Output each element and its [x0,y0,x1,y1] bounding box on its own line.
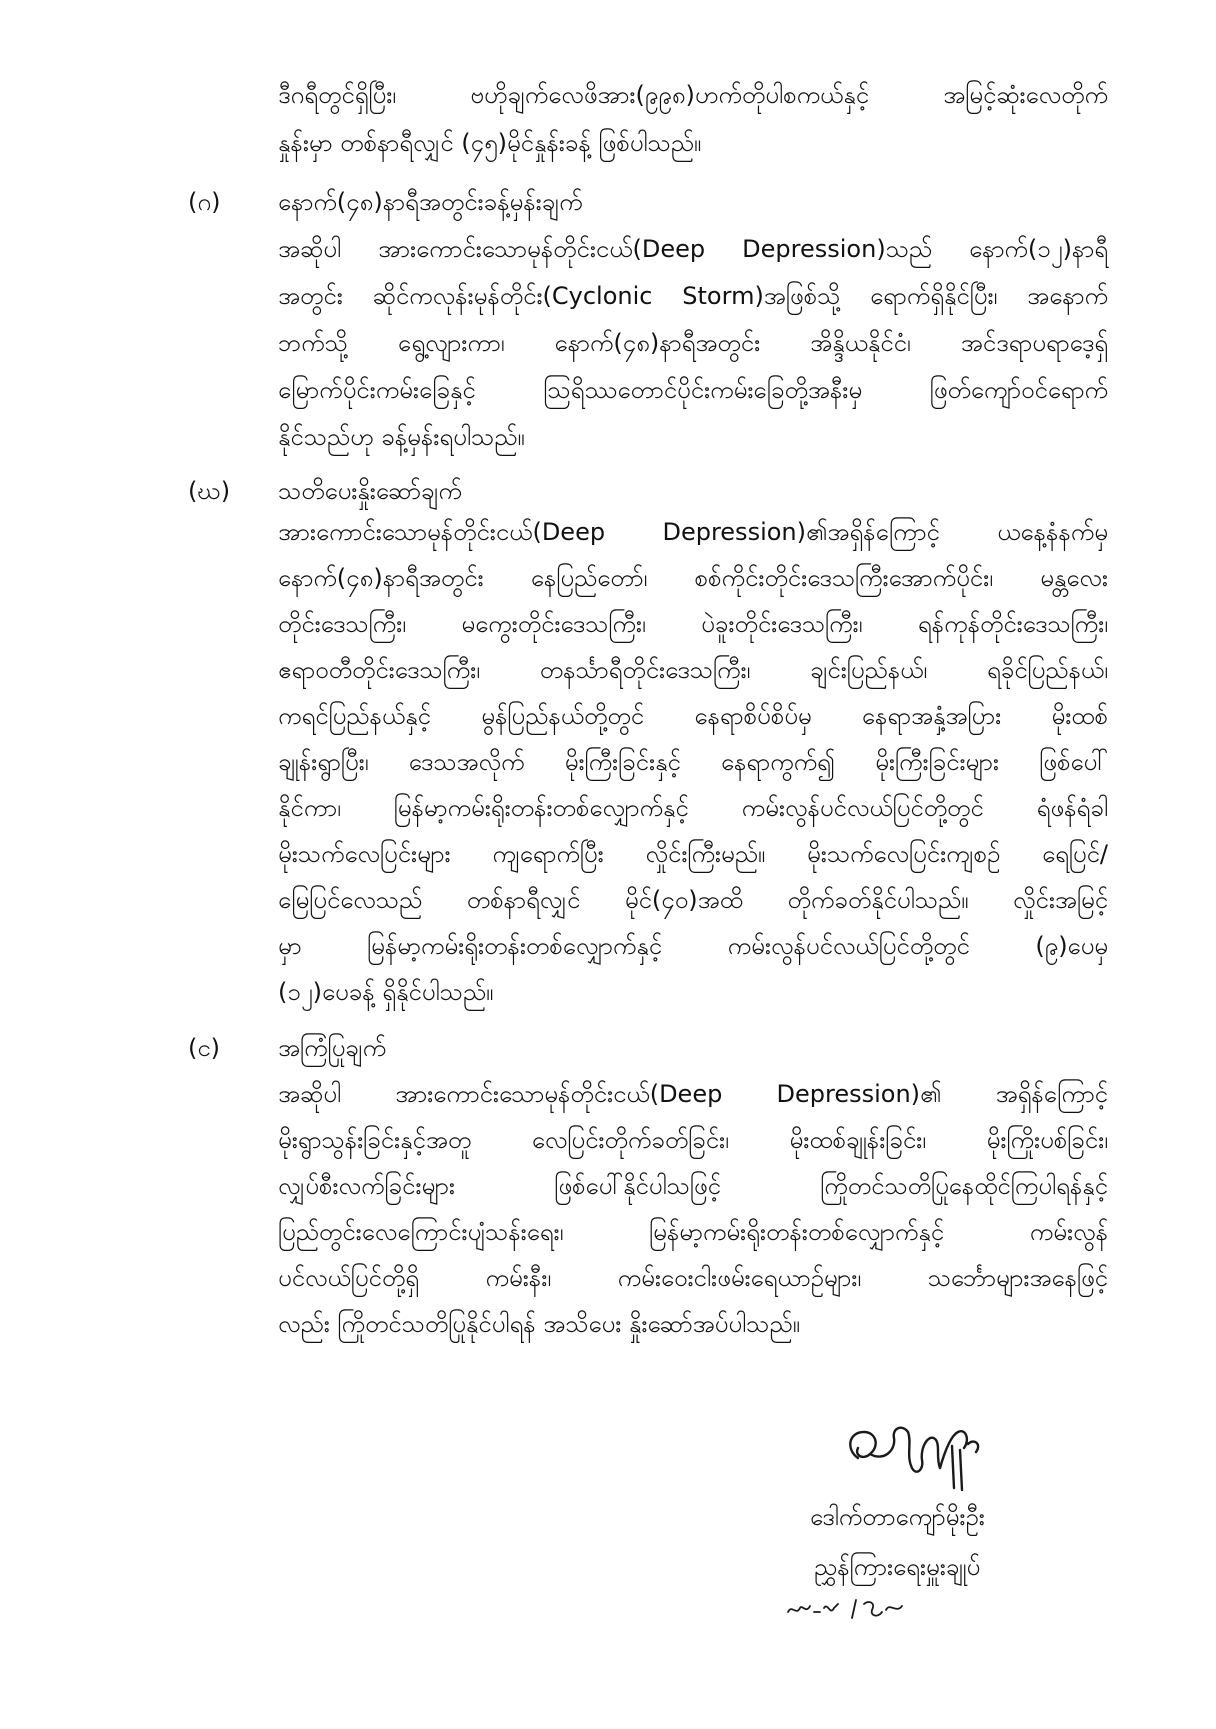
paragraph-line: တိုင်းဒေသကြီး၊ မကွေးတိုင်းဒေသကြီး၊ ပဲခူးတိုင်းဒေသကြီး၊ ရန်ကုန်တိုင်းဒေသကြီး၊ [278,610,1108,638]
paragraph-line: နိုင်ကာ၊ မြန်မာ့ကမ်းရိုးတန်းတစ်လျှောက်နှင့် ကမ်းလွန်ပင်လယ်ပြင်တို့တွင် ရံဖန်ရံခါ [278,794,1108,822]
paragraph-line: နောက်(၄၈)နာရီအတွင်း နေပြည်တော်၊ စစ်ကိုင်းတိုင်းဒေသကြီးအောက်ပိုင်း၊ မန္တလေး [278,564,1108,592]
paragraph-line: မြေပြင်လေသည် တစ်နာရီလျှင် မိုင်(၄၀)အထိ တိုက်ခတ်နိုင်ပါသည်။ လှိုင်းအမြင့် [278,886,1108,914]
paragraph-line: (၁၂)ပေခန့် ရှိနိုင်ပါသည်။ [278,978,494,1006]
paragraph-line: ဘက်သို့ ရွေ့လျားကာ၊ နောက်(၄၈)နာရီအတွင်း အိန္ဒိယနိုင်ငံ၊ အင်ဒရာပရာဒေ့ရှ် [278,329,1108,357]
paragraph-line: မှာ မြန်မာ့ကမ်းရိုးတန်းတစ်လျှောက်နှင့် ကမ်းလွန်ပင်လယ်ပြင်တို့တွင် (၉)ပေမှ [278,932,1108,960]
signatory-title: ညွှန်ကြားရေးမှူးချုပ် [814,1553,981,1581]
paragraph-line: ကရင်ပြည်နယ်နှင့် မွန်ပြည်နယ်တို့တွင် နေရာစိပ်စိပ်မှ နေရာအနှံ့အပြား မိုးထစ် [278,702,1108,730]
section-heading: သတိပေးနှိုးဆော်ချက် [278,477,462,505]
paragraph-line: အဆိုပါ အားကောင်းသောမုန်တိုင်းငယ်(Deep Depression)သည် နောက်(၁၂)နာရီ [278,235,1108,263]
section-heading: နောက်(၄၈)နာရီအတွင်းခန့်မှန်းချက် [278,188,583,216]
paragraph-line: မိုးရွာသွန်းခြင်းနှင့်အတူ လေပြင်းတိုက်ခတ်ခြင်း၊ မိုးထစ်ချုန်းခြင်း၊ မိုးကြိုးပစ်ခြင်း၊ [278,1126,1108,1154]
paragraph-line: မြောက်ပိုင်းကမ်းခြေနှင့် ဩရိဿတောင်ပိုင်းကမ်းခြေတို့အနီးမှ ဖြတ်ကျော်ဝင်ရောက် [278,376,1108,404]
paragraph-line: ပြည်တွင်းလေကြောင်းပျံသန်းရေး၊ မြန်မာ့ကမ်းရိုးတန်းတစ်လျှောက်နှင့် ကမ်းလွန် [278,1218,1108,1246]
intro-line: ဒီဂရီတွင်ရှိပြီး၊ ဗဟိုချက်လေဖိအား(၉၉၈)ဟက်တိုပါစကယ်နှင့် အမြင့်ဆုံးလေတိုက် [278,81,1108,109]
signatory-name: ဒေါက်တာကျော်မိုးဦး [810,1503,985,1531]
section-heading: အကြံပြုချက် [278,1034,387,1062]
paragraph-line: အတွင်း ဆိုင်ကလုန်းမုန်တိုင်း(Cyclonic Storm)အဖြစ်သို့ ရောက်ရှိနိုင်ပြီး၊ အနောက် [278,282,1108,310]
intro-line: နှုန်းမှာ တစ်နာရီလျှင် (၄၅)မိုင်နှုန်းခန့် ဖြစ်ပါသည်။ [278,129,702,157]
paragraph-line: အဆိုပါ အားကောင်းသောမုန်တိုင်းငယ်(Deep Depression)၏ အရှိန်ကြောင့် [278,1080,1108,1108]
paragraph-line: နိုင်သည်ဟု ခန့်မှန်းရပါသည်။ [278,423,525,451]
paragraph-line: မိုးသက်လေပြင်းများ ကျရောက်ပြီး လှိုင်းကြီးမည်။ မိုးသက်လေပြင်းကျစဉ် ရေပြင်/ [278,840,1108,868]
paragraph-line: ပင်လယ်ပြင်တို့ရှိ ကမ်းနီး၊ ကမ်းဝေးငါးဖမ်းရေယာဉ်များ၊ သင်္ဘောများအနေဖြင့် [278,1264,1108,1292]
section-number: (င) [188,1034,221,1062]
signature-block [790,1410,1050,1610]
handwritten-date [784,1590,934,1630]
section-number: (ဂ) [188,188,221,216]
paragraph-line: အားကောင်းသောမုန်တိုင်းငယ်(Deep Depression)၏အရှိန်ကြောင့် ယနေ့နံနက်မှ [278,518,1108,546]
paragraph-line: ဧရာဝတီတိုင်းဒေသကြီး၊ တနင်္သာရီတိုင်းဒေသကြီး၊ ချင်းပြည်နယ်၊ ရခိုင်ပြည်နယ်၊ [278,656,1108,684]
handwritten-signature [840,1410,990,1502]
section-number: (ဃ) [188,477,231,505]
paragraph-line: လျှပ်စီးလက်ခြင်းများ ဖြစ်ပေါ်နိုင်ပါသဖြင့် ကြိုတင်သတိပြုနေထိုင်ကြပါရန်နှင့် [278,1172,1108,1200]
paragraph-line: လည်း ကြိုတင်သတိပြုနိုင်ပါရန် အသိပေး နှိုးဆော်အပ်ပါသည်။ [278,1310,800,1338]
paragraph-line: ချုန်းရွာပြီး၊ ဒေသအလိုက် မိုးကြီးခြင်းနှင့် နေရာကွက်၍ မိုးကြီးခြင်းများ ဖြစ်ပေါ် [278,748,1108,776]
